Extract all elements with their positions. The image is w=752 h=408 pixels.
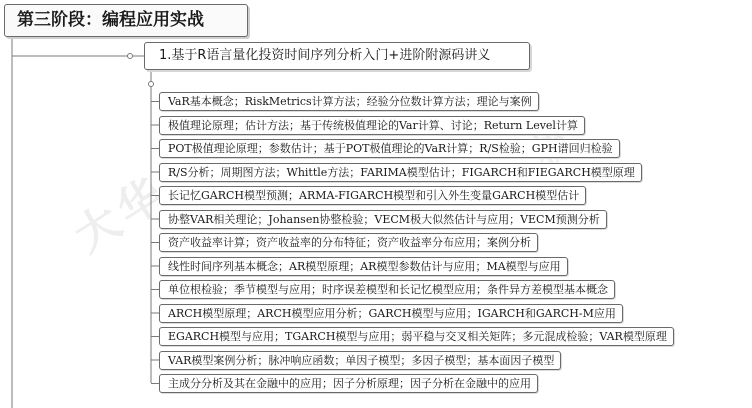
- topic-node[interactable]: [159, 92, 539, 111]
- branch-expand-dot: [128, 54, 133, 59]
- topic-node-label: 主成分分析及其在金融中的应用；因子分析原理；因子分析在金融中的应用: [168, 377, 531, 390]
- topic-node-label: VAR模型案例分析；脉冲响应函数；单因子模型；多因子模型；基本面因子模型: [168, 353, 555, 367]
- topic-node[interactable]: [159, 327, 674, 346]
- topic-node[interactable]: [159, 257, 568, 276]
- root-node-label: 第三阶段：编程应用实战: [17, 10, 204, 30]
- topic-node-label: EGARCH模型与应用；TGARCH模型与应用；弱平稳与交叉相关矩阵；多元混成检验；VAR模型原理: [168, 330, 667, 343]
- topic-node[interactable]: [159, 210, 607, 229]
- branch-node-label: 1.基于R语言量化投资时间序列分析入门+进阶附源码讲义: [159, 48, 491, 63]
- topic-node[interactable]: [159, 304, 623, 323]
- topic-node-label: 长记忆GARCH模型预测；ARMA-FIGARCH模型和引入外生变量GARCH模型估计: [168, 189, 580, 202]
- topic-node[interactable]: [159, 163, 642, 182]
- items-expand-dot: [149, 82, 154, 87]
- topic-node[interactable]: [159, 374, 538, 393]
- topic-node-label: VaR基本概念；RiskMetrics计算方法；经验分位数计算方法；理论与案例: [168, 95, 532, 108]
- topic-node[interactable]: [159, 186, 586, 205]
- topic-node-label: POT极值理论原理；参数估计；基于POT极值理论的VaR计算；R/S检验；GPH谱回归检验: [168, 142, 613, 155]
- topic-node[interactable]: [159, 233, 538, 252]
- topic-node-label: 极值理论原理；估计方法；基于传统极值理论的Var计算、讨论；Return Level计算: [168, 118, 578, 132]
- topic-node[interactable]: [159, 116, 585, 135]
- topic-node[interactable]: [159, 139, 620, 158]
- root-node[interactable]: [4, 4, 248, 37]
- topic-node-label: 资产收益率计算；资产收益率的分布特征；资产收益率分布应用；案例分析: [168, 236, 531, 249]
- topic-node[interactable]: [159, 280, 615, 299]
- topic-node-label: 协整VAR相关理论；Johansen协整检验；VECM极大似然估计与应用；VECM预测分析: [168, 212, 600, 226]
- watermark-text: 大华: [65, 166, 178, 263]
- topic-node[interactable]: [159, 351, 561, 370]
- branch-node[interactable]: [144, 42, 530, 70]
- topic-node-label: R/S分析；周期图方法；Whittle方法；FARIMA模型估计；FIGARCH和FIEGARCH模型原理: [168, 165, 635, 179]
- topic-node-label: ARCH模型原理；ARCH模型应用分析；GARCH模型与应用；IGARCH和GARCH-M应用: [168, 306, 616, 320]
- topic-node-label: 单位根检验；季节模型与应用；时序误差模型和长记忆模型应用；条件异方差模型基本概念: [168, 283, 608, 296]
- topic-node-label: 线性时间序列基本概念；AR模型原理；AR模型参数估计与应用；MA模型与应用: [168, 259, 561, 273]
